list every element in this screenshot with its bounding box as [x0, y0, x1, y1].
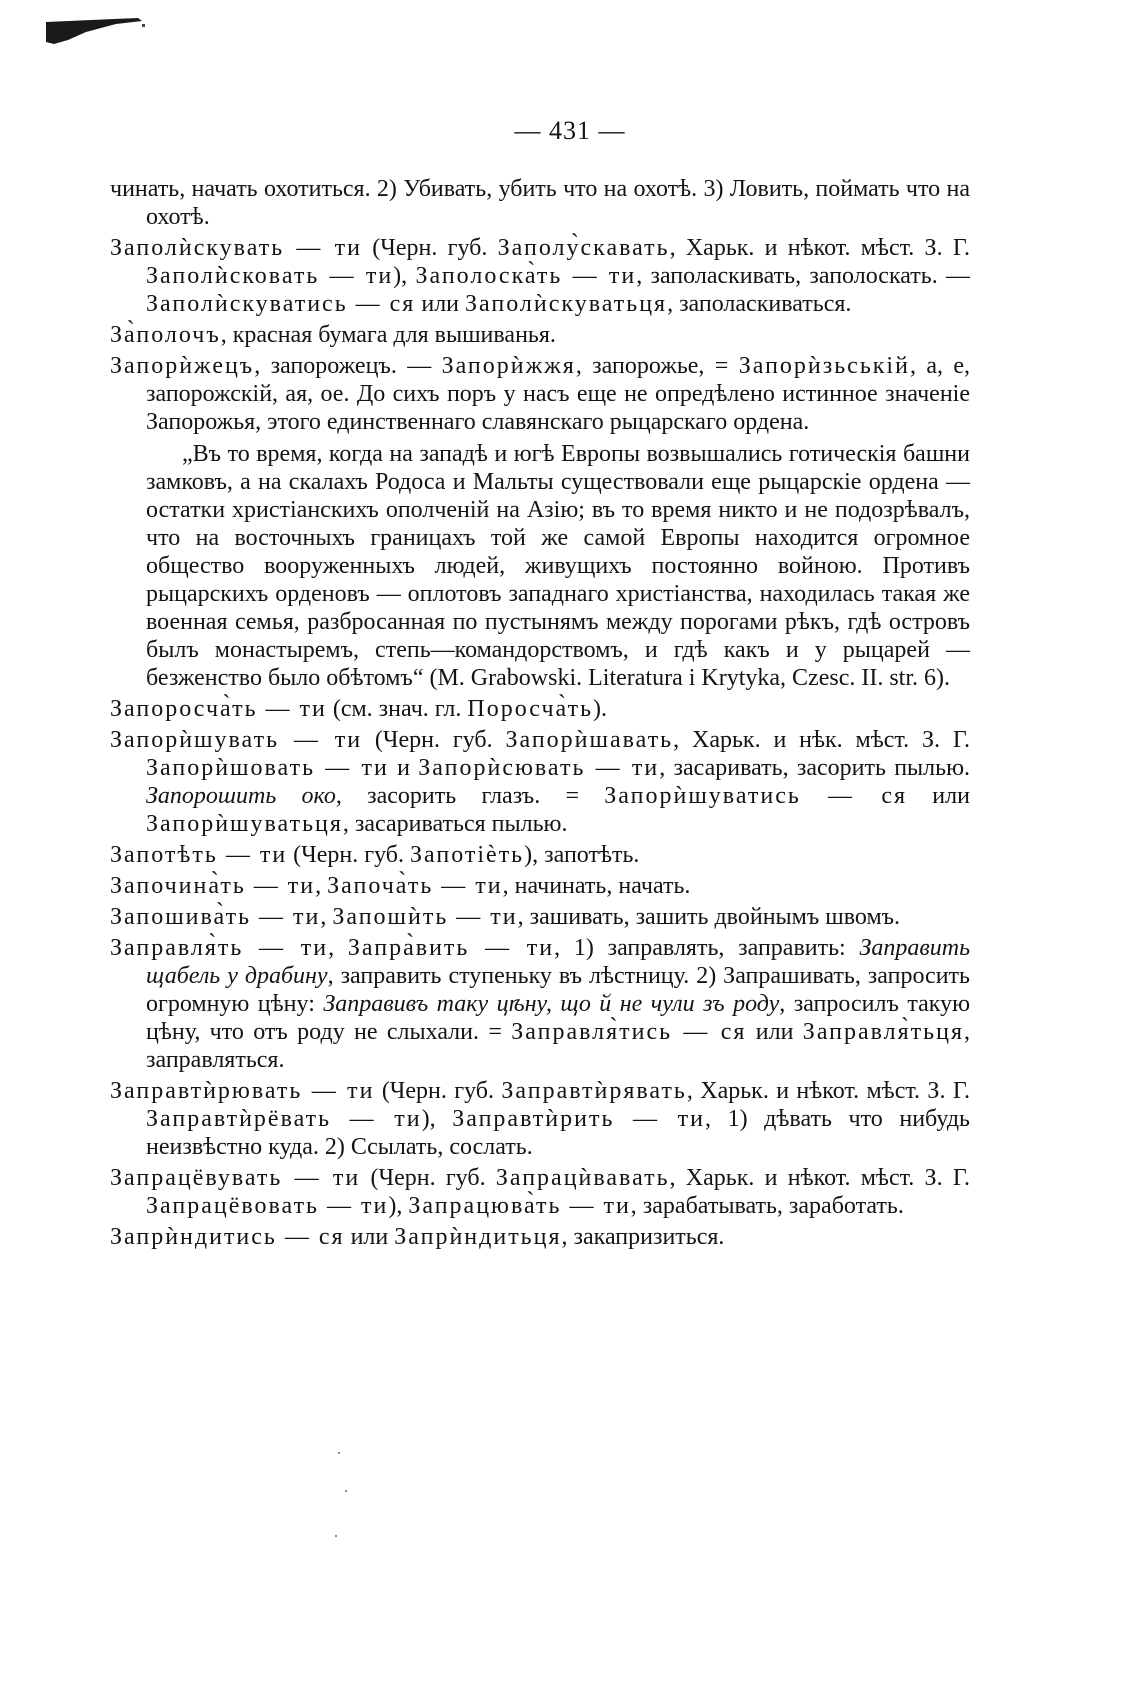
headword: Запорѝшовать — ти: [146, 755, 389, 781]
entry-text: , зашивать, зашить двойнымъ швомъ.: [517, 904, 901, 930]
entry-zaporizhets: [110, 352, 970, 436]
entry-text: (Черн. губ.: [287, 842, 410, 868]
entry-text: (Черн. губ.: [374, 1078, 502, 1104]
headword: Заправля̀тьця: [802, 1019, 964, 1045]
scan-corner-mark: [46, 18, 146, 46]
entry-text: , Харьк. и нѣкот. мѣст. З. Г.: [669, 1165, 970, 1191]
entry-text: ,: [315, 873, 328, 899]
entry-text: или: [415, 291, 466, 317]
headword: Запрацёвовать — ти: [146, 1193, 389, 1219]
headword: Започа̀ть — ти: [327, 873, 503, 899]
headword: Запошива̀ть — ти: [110, 904, 321, 930]
headword: Заполѝскуватись — ся: [146, 291, 416, 317]
entry-text: (Черн. губ.: [362, 235, 498, 261]
entry-text: , а, е, запорожскiй, ая, ое. До сихъ поръ у насъ еще не опредѣлено истинное значенiе Запорожья, этого единственнаго славянскаго рыцарскаго ордена.: [146, 353, 970, 435]
headword: Запрацюва̀ть — ти: [408, 1193, 631, 1219]
headword: Запорѝзьськiй: [738, 353, 910, 379]
headword: Запошѝть — ти: [332, 904, 518, 930]
entry-zapotet: [110, 841, 970, 869]
scan-speck: [338, 1452, 340, 1454]
entry-zapratsyovuvat: [110, 1164, 970, 1220]
entry-text: , запорожье, =: [575, 353, 739, 379]
entry-text: , заправляться.: [146, 1019, 970, 1073]
headword: Запорѝжжя: [441, 353, 576, 379]
entry-text: , начинать, начать.: [502, 873, 691, 899]
entry-zapoliskuvat: [110, 234, 970, 318]
entry-text: (Черн. губ.: [362, 727, 506, 753]
headword: Поросча̀ть: [467, 696, 594, 722]
entry-zaporishuvat: [110, 726, 970, 838]
entry-zapoloch: [110, 321, 970, 349]
entry-text: (см. знач. гл.: [326, 696, 468, 722]
entry-text: , запросилъ такую цѣну, что отъ роду не слыхали. =: [146, 991, 970, 1045]
entry-text: ), запотѣть.: [524, 842, 640, 868]
headword: Запорѝжецъ: [110, 353, 255, 379]
entry-zapochinat: [110, 872, 970, 900]
entry-text: , красная бумага для вышиванья.: [220, 322, 556, 348]
scan-speck: [335, 1535, 337, 1537]
headword: Запорѝшавать: [505, 727, 674, 753]
headword: Запотiѐть: [410, 842, 525, 868]
headword: Запрацёвувать — ти: [110, 1165, 361, 1191]
example-phrase: Заправивъ таку цѣну, що й не чули зъ роду: [323, 991, 780, 1017]
headword: Заправтѝрювать — ти: [110, 1078, 375, 1104]
headword: За̀полочъ: [110, 322, 221, 348]
entry-text: „Въ то время, когда на западѣ и югѣ Европы возвышались готическiя башни замковъ, а на скалахъ Родоса и Мальты существовали еще рыцарскiе ордена — остатки христiанскихъ ополченiй на Азiю; въ то время никто и не подозрѣвалъ, что на восточныхъ границахъ той же самой Европы находится огромное общество вооруженныхъ людей, живущихъ постоянно войною. Противъ рыцарскихъ орденовъ — оплотовъ западнаго христiанства, находилась такая же военная семья, разбросанная по пустынямъ между порогами рѣкъ, гдѣ островъ былъ монастыремъ, степь—командорствомъ, и гдѣ какъ и у рыцарей — безженство было обѣтомъ“ (M. Grabowski. Literatura i Krytyka, Czesc. II. str. 6).: [146, 441, 970, 691]
entry-continuation: [110, 175, 970, 231]
example-phrase: Заправить щабель у драбину: [146, 935, 971, 989]
entry-text: , зарабатывать, заработать.: [630, 1193, 904, 1219]
entry-text: , Харьк. и нѣкот. мѣст. З. Г.: [686, 1078, 970, 1104]
headword: Заправтѝрёвать — ти: [146, 1106, 422, 1132]
headword: Заполу̀скавать: [497, 235, 670, 261]
entry-text: , 1) заправлять, заправить:: [554, 935, 860, 961]
entry-text: , Харьк. и нѣк. мѣст. З. Г.: [673, 727, 971, 753]
entry-text: , заполаскивать, заполоскать. —: [636, 263, 970, 289]
quote-grabowski: [110, 440, 970, 692]
entry-text: , запорожецъ. —: [254, 353, 442, 379]
headword: Запоросча̀ть — ти: [110, 696, 327, 722]
entry-text: ),: [388, 1193, 409, 1219]
headword: Заправля̀тись — ся: [511, 1019, 747, 1045]
scan-speck: [345, 1490, 347, 1492]
entry-text: (Черн. губ.: [360, 1165, 496, 1191]
entry-zaporoschat: [110, 695, 970, 723]
headword: Запра̀вить — ти: [347, 935, 555, 961]
entry-text: ),: [421, 1106, 453, 1132]
headword: Заправля̀ть — ти: [110, 935, 329, 961]
headword: Запрѝндитьця: [394, 1224, 562, 1250]
entry-text: , заполаскиваться.: [667, 291, 852, 317]
headword: Запорѝшуватьця: [146, 811, 343, 837]
entry-text: , 1) дѣвать что нибудь неизвѣстно куда. 2) Ссылать, сослать.: [146, 1106, 970, 1160]
entry-text: ,: [320, 904, 333, 930]
headword: Заправтѝрявать: [501, 1078, 687, 1104]
entry-zapravtoryuvat: [110, 1077, 970, 1161]
entry-text: , закапризиться.: [561, 1224, 725, 1250]
entry-text: , засаривать, засорить пылью.: [659, 755, 971, 781]
headword: Запорѝшувать — ти: [110, 727, 363, 753]
entry-text: чинать, начать охотиться. 2) Убивать, убить что на охотѣ. 3) Ловить, поймать что на охотѣ.: [110, 176, 970, 230]
entry-text: или: [746, 1019, 803, 1045]
entry-text: , Харьк. и нѣкот. мѣст. З. Г.: [669, 235, 970, 261]
headword: Запрѝндитись — ся: [110, 1224, 345, 1250]
entry-zaprinditis: [110, 1223, 970, 1251]
entry-text: ).: [593, 696, 608, 722]
entry-text: , засариваться пылью.: [342, 811, 568, 837]
page-number: — 431 —: [514, 116, 626, 145]
entry-zaposhivat: [110, 903, 970, 931]
headword: Заполѝсковать — ти: [146, 263, 394, 289]
entry-zapravlyat: [110, 934, 970, 1074]
entry-text: или: [344, 1224, 395, 1250]
entry-text: и: [388, 755, 419, 781]
headword: Запотѣть — ти: [110, 842, 288, 868]
entry-text: , заправить ступеньку въ лѣстницу. 2) Запрашивать, запросить огромную цѣну:: [146, 963, 970, 1017]
headword: Заполѝскувать — ти: [110, 235, 363, 261]
entry-text: или: [907, 783, 970, 809]
entry-text: , засорить глазъ. =: [335, 783, 605, 809]
headword: Заполоска̀ть — ти: [415, 263, 637, 289]
headword: Запрацѝвавать: [495, 1165, 670, 1191]
example-phrase: Запорошить око: [146, 783, 336, 809]
dictionary-text: [110, 175, 970, 1254]
entry-text: ,: [328, 935, 348, 961]
headword: Заправтѝрить — ти: [452, 1106, 705, 1132]
headword: Запорѝшуватись — ся: [604, 783, 908, 809]
entry-text: ),: [393, 263, 416, 289]
headword: Заполѝскуватьця: [465, 291, 668, 317]
headword: Запорѝсювать — ти: [418, 755, 660, 781]
headword: Започина̀ть — ти: [110, 873, 316, 899]
